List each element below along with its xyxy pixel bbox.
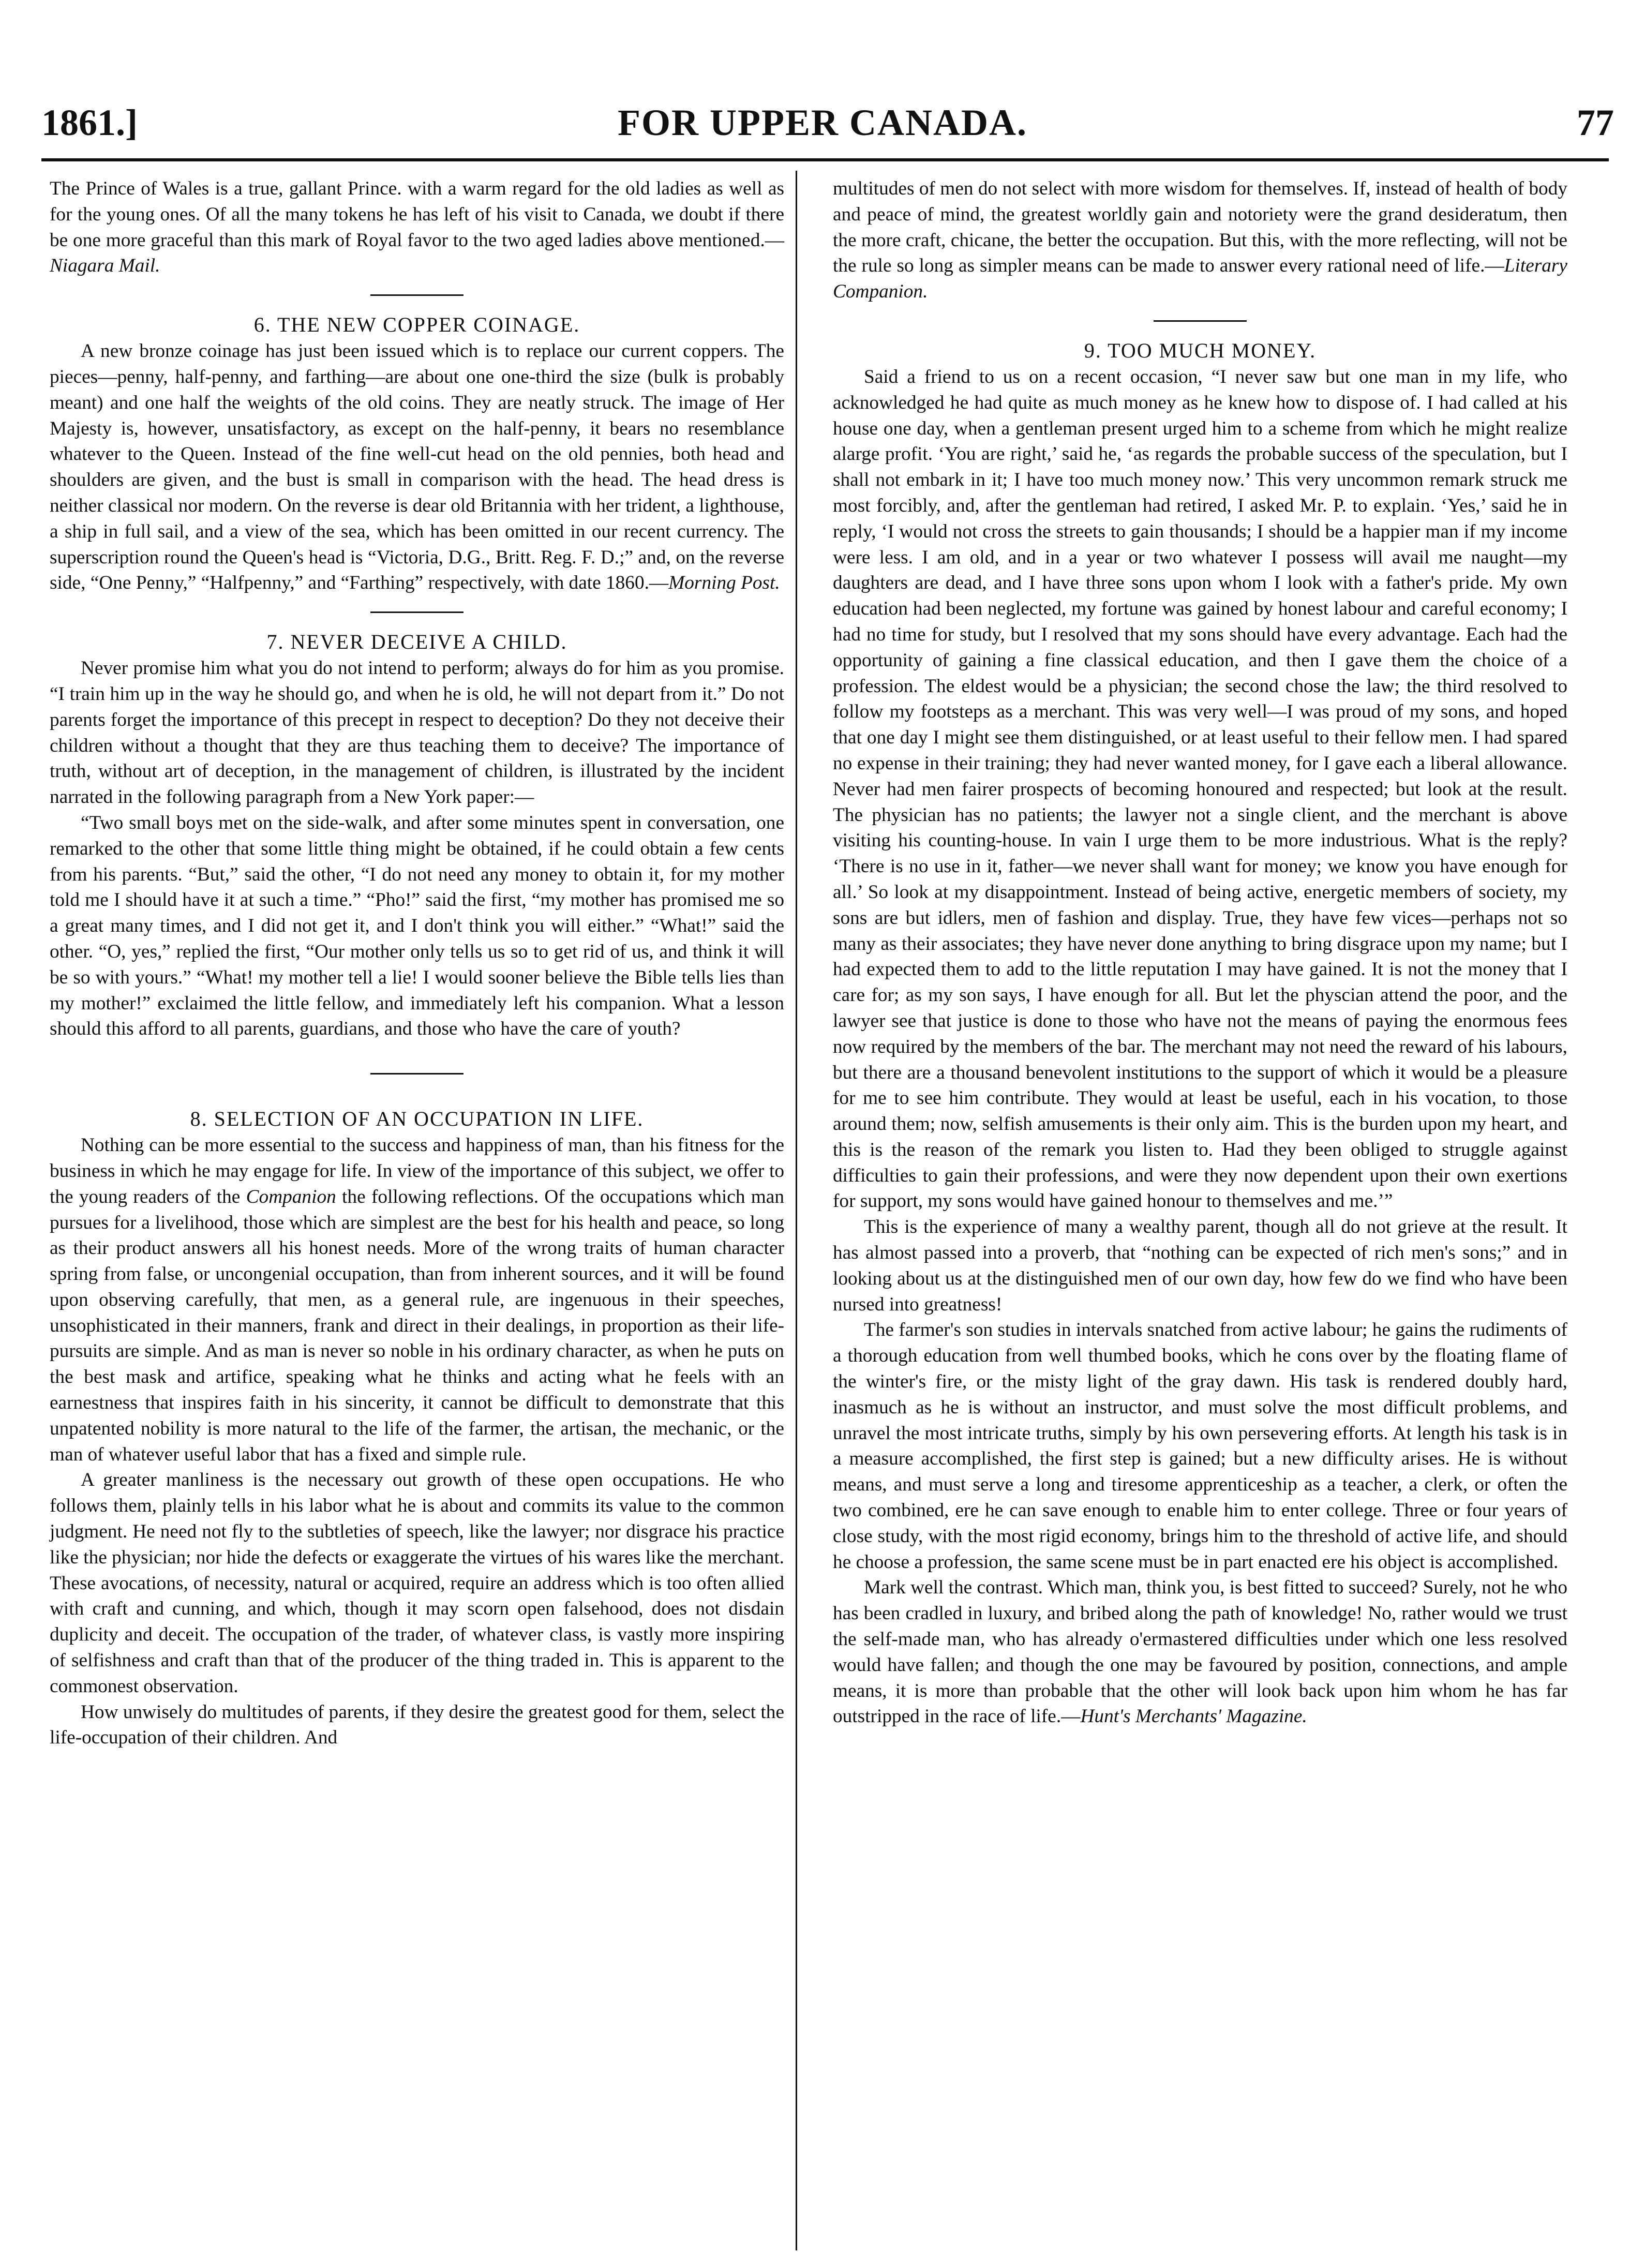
- section-6-body: A new bronze coinage has just been issued which is to replace our current coppers. The pieces—penny, half-penny, and farthing—are about one one-third the size (bulk is probably meant) and one half the weights of the old coins. They are neatly struck. The image of Her Majesty is, however, unsatisfactory, as except on the half-penny, it bears no resemblance whatever to the Queen. Instead of the fine well-cut head on the old pennies, both head and shoulders are given, and the bust is small in comparison with the head. The head dress is neither classical nor modern. On the reverse is dear old Britannia with her trident, a lighthouse, a ship in full sail, and a view of the sea, which has been omitted in our recent currency. The superscription round the Queen's head is “Victoria, D.G., Britt. Reg. F. D.;” and, on the reverse side, “One Penny,” “Halfpenny,” and “Farthing” respectively, with date 1860.—Morning Post.: [50, 340, 784, 594]
- section-7-paragraph-2: “Two small boys met on the side-walk, and after some minutes spent in conversation, one remarked to the other that some little thing might be obtained, if he could obtain a few cents from his parents. “But,” said the other, “I do not need any money to obtain it, for my mother told me I should have it at such a time.” “Pho!” said the first, “my mother has promised me so a great many times, and I did not get it, and I don't think you will either.” “What!” said the other. “O, yes,” replied the first, “Our mother only tells us so to get rid of us, and think it will be so with yours.” “What! my mother tell a lie! I would sooner believe the Bible tells lies than my mother!” exclaimed the little fellow, and immediately left his companion. What a lesson should this afford to all parents, guardians, and those who have the care of youth?: [50, 812, 784, 1040]
- header-year: 1861.]: [41, 102, 138, 143]
- section-8-paragraph-2: A greater manliness is the necessary out growth of these open occupations. He who follows them, plainly tells in his labor what he is about and commits its value to the common judgment. He need not fly to the subtleties of speech, like the lawyer; nor disgrace his practice like the physician; nor hide the defects or exaggerate the virtues of his wares like the merchant. These avocations, of necessity, natural or acquired, require an address which is too often allied with craft and cunning, and which, though it may scorn open falsehood, does not disdain duplicity and deceit. The occupation of the trader, of whatever class, is vastly more inspiring of selfishness and craft than that of the producer of the thing traded in. This is apparent to the commonest observation.: [50, 1469, 784, 1697]
- left-column: [50, 176, 784, 1751]
- header-rule: [41, 158, 1609, 161]
- continuation-paragraph: multitudes of men do not select with more wisdom for themselves. If, instead of health of body and peace of mind, the greatest worldly gain and notoriety were the grand desideratum, then the more craft, chicane, the better the occupation. But this, with the more reflecting, will not be the rule so long as simpler means can be made to answer every rational need of life.—Literary Companion.: [833, 178, 1567, 303]
- section-9-paragraph-4: Mark well the contrast. Which man, think you, is best fitted to succeed? Surely, not he who has been cradled in luxury, and bribed along the path of knowledge! No, rather would we trust the self-made man, who has already o'ermastered difficulties under which one less resolved would have fallen; and though the one may be favoured by position, connections, and ample means, it is more than probable that the other will look back upon him whom he has far outstripped in the race of life.—Hunt's Merchants' Magazine.: [833, 1577, 1567, 1727]
- section-8-paragraph-1: Nothing can be more essential to the success and happiness of man, than his fitness for the business in which he may engage for life. In view of the importance of this subject, we offer to the young readers of the Companion the following reflections. Of the occupations which man pursues for a livelihood, those which are simplest are the best for his health and peace, so long as their product answers all his honest needs. More of the wrong traits of human character spring from false, or uncongenial occupation, than from inherent sources, and it will be found upon observing carefully, that men, as a general rule, are ingenuous in their speeches, unsophisticated in their manners, frank and direct in their dealings, in proportion as their life-pursuits are simple. And as man is never so noble in his ordinary character, as when he puts on the best mask and artifice, speaking what he thinks and acting what he feels with an earnestness that inspires faith in his sincerity, it cannot be difficult to demonstrate that this unpatented nobility is more natural to the life of the farmer, the artisan, the mechanic, or the man of whatever useful labor that has a fixed and simple rule.: [50, 1135, 784, 1465]
- section-6-title: 6. THE NEW COPPER COINAGE.: [253, 313, 580, 337]
- section-6-source: Morning Post.: [668, 572, 780, 594]
- page-header: [0, 0, 1645, 155]
- section-9-source: Hunt's Merchants' Magazine.: [1080, 1706, 1307, 1727]
- continuation-source: Literary Companion.: [833, 255, 1567, 303]
- intro-paragraph: The Prince of Wales is a true, gallant Prince. with a warm regard for the old ladies as well as for the young ones. Of all the many tokens he has left of his visit to Canada, we doubt if there be one more graceful than this mark of Royal favor to the two aged ladies above mentioned.—Niagara Mail.: [50, 178, 784, 277]
- section-7-title: 7. NEVER DECEIVE A CHILD.: [266, 630, 567, 654]
- column-divider: [796, 171, 797, 2250]
- section-9-title: 9. TOO MUCH MONEY.: [1084, 338, 1317, 362]
- page-number: 77: [1577, 102, 1614, 143]
- right-column: [833, 176, 1567, 1729]
- intro-source: Niagara Mail.: [50, 255, 160, 277]
- section-9-paragraph-3: The farmer's son studies in intervals snatched from active labour; he gains the rudiments of a thorough education from well thumbed books, which he cons over by the floating flame of the winter's fire, or the misty light of the gray dawn. His task is rendered doubly hard, inasmuch as he is without an instructor, and must solve the most difficult problems, and unravel the most intricate truths, simply by his own persevering efforts. At length his task is in a measure accomplished, the first step is gained; but a new difficulty arises. He is without means, and must serve a long and tiresome apprenticeship as a teacher, a clerk, or often the two combined, ere he can save enough to enable him to enter college. Three or four years of close study, with the most rigid economy, brings him to the threshold of active life, and should he choose a profession, the same scene must be in part enacted ere his object is accomplished.: [833, 1319, 1567, 1573]
- section-9-paragraph-2: This is the experience of many a wealthy parent, though all do not grieve at the result. It has almost passed into a proverb, that “nothing can be expected of rich men's sons;” and in looking about us at the distinguished men of our own day, how few do we find who have been nursed into greatness!: [833, 1216, 1567, 1315]
- header-title: FOR UPPER CANADA.: [618, 102, 1027, 143]
- section-8-paragraph-3: How unwisely do multitudes of parents, if they desire the greatest good for them, select the life-occupation of their children. And: [50, 1701, 784, 1749]
- section-7-paragraph-1: Never promise him what you do not intend to perform; always do for him as you promise. “I train him up in the way he should go, and when he is old, he will not depart from it.” Do not parents forget the importance of this precept in respect to deception? Do they not deceive their children without a thought that they are thus teaching them to deceive? The importance of truth, without art of deception, in the management of children, is illustrated by the incident narrated in the following paragraph from a New York paper:—: [50, 658, 784, 808]
- section-8-title: 8. SELECTION OF AN OCCUPATION IN LIFE.: [190, 1107, 644, 1131]
- section-9-paragraph-1: Said a friend to us on a recent occasion, “I never saw but one man in my life, who acknowledged he had quite as much money as he knew how to dispose of. I had called at his house one day, when a gentleman present urged him to a scheme from which he might realize alarge profit. ‘You are right,’ said he, ‘as regards the probable success of the speculation, but I shall not embark in it; I have too much money now.’ This very uncommon remark struck me most forcibly, and, after the gentleman had retired, I asked Mr. P. to explain. ‘Yes,’ said he in reply, ‘I would not cross the streets to gain thousands; I should be a happier man if my income were less. I am old, and in a year or two whatever I possess will avail me naught—my daughters are dead, and I have three sons upon whom I look with a father's pride. My own education had been neglected, my fortune was gained by honest labour and careful economy; I had no time for study, but I resolved that my sons should have every advantage. Each had the opportunity of gaining a fine classical education, and then I gave them the choice of a profession. The eldest would be a physician; the second chose the law; the third resolved to follow my footsteps as a merchant. This was very well—I was proud of my sons, and hoped that one day I might see them distinguished, or at least useful to their fellow men. I had spared no expense in their training; they had never wanted money, for I gave each a liberal allowance. Never had men fairer prospects of becoming honoured and respected; but look at the result. The physician has no patients; the lawyer not a single client, and the merchant is above visiting his counting-house. In vain I urge them to be more industrious. What is the reply? ‘There is no use in it, father—we never shall want for money; we know you have enough for all.’ So look at my disappointment. Instead of being active, energetic members of society, my sons are but idlers, men of fashion and display. True, they have few vices—perhaps not so many as their associates; they have never done anything to bring disgrace upon my name; but I had expected them to add to the little reputation I may have gained. It is not the money that I care for; as my son says, I have enough for all. But let the physcian attend the poor, and the lawyer see that justice is done to those who have not the means of paying the enormous fees now required by the members of the bar. The merchant may not need the reward of his labours, but there are a thousand benevolent institutions to the support of which it would be a pleasure for me to see him contribute. They would at least be useful, each in his vocation, to those around them; now, selfish amusements is their only aim. This is the burden upon my heart, and this is the reason of the remark you listen to. Had they been obliged to struggle against difficulties to gain their professions, and were they now dependent upon their own exertions for support, my sons would have gained honour to themselves and me.’”: [833, 366, 1567, 1212]
